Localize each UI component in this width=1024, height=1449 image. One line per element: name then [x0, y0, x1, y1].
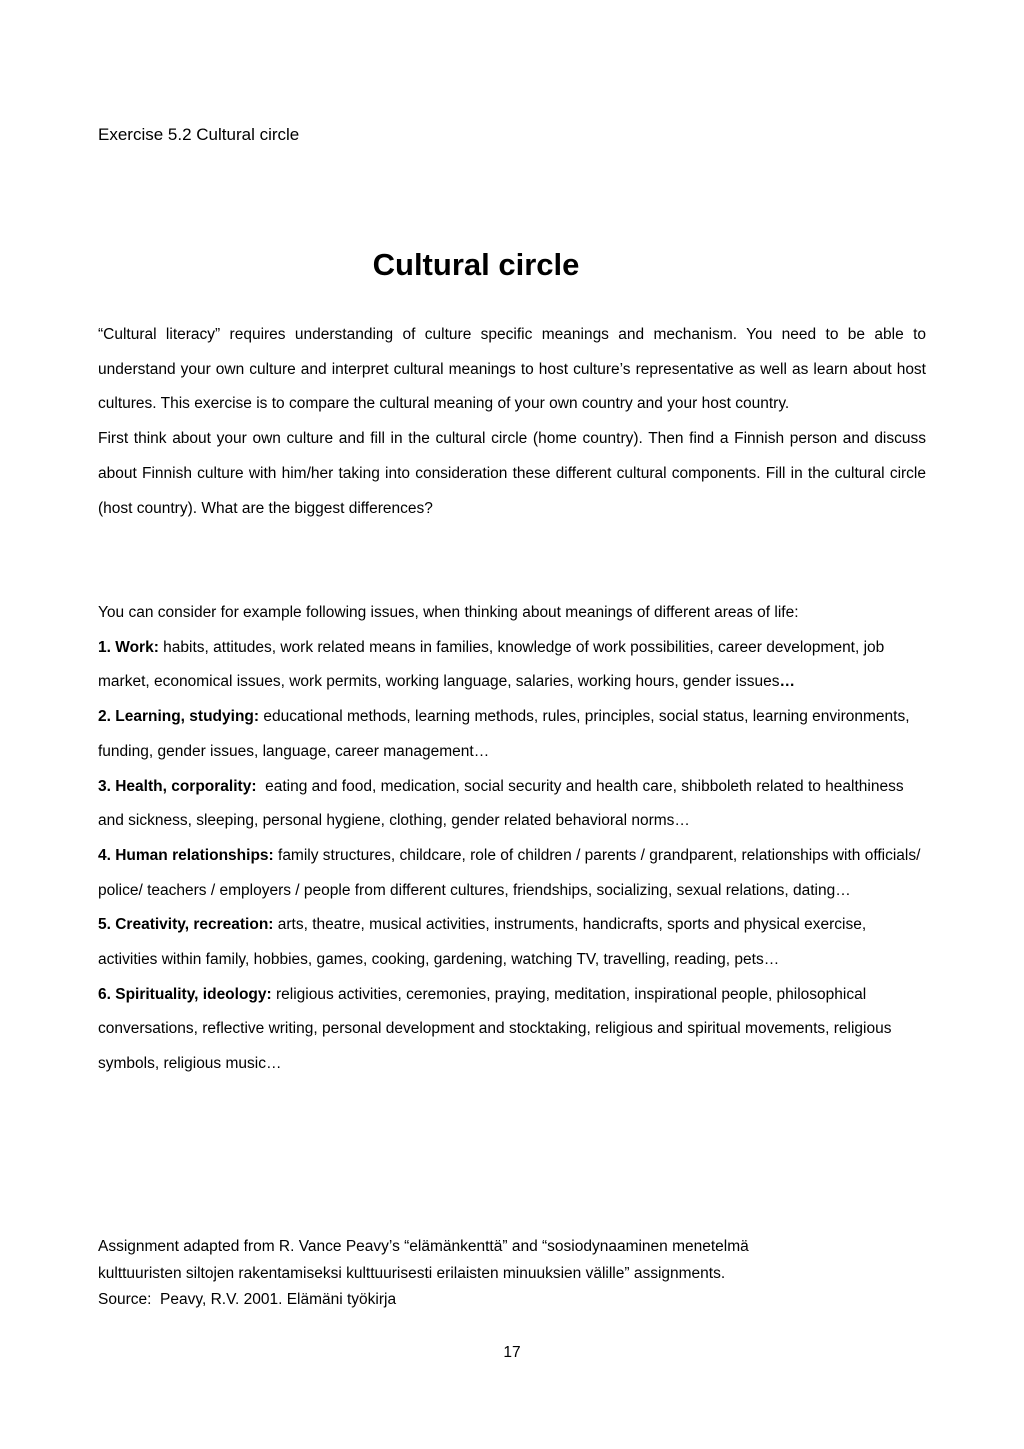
issue-trail: … — [779, 673, 795, 691]
issue-text: family structures, childcare, role of children / parents / grandparent, relationships with officials/ police/ teachers / employers / people from different cultures, friendships, socializing, sexual relations, dating… — [98, 846, 921, 899]
issue-heading: 2. Learning, studying: — [98, 708, 260, 726]
issue-item-spirituality — [98, 978, 926, 1082]
issue-heading: 1. Work: — [98, 638, 159, 656]
issues-intro: You can consider for example following issues, when thinking about meanings of different areas of life: — [98, 604, 799, 621]
source-line: Source: Peavy, R.V. 2001. Elämäni työkirja — [98, 1291, 397, 1308]
attribution-note — [98, 1234, 926, 1314]
issue-heading: 3. Health, corporality: — [98, 777, 257, 795]
issue-text: religious activities, ceremonies, praying, meditation, inspirational people, philosophical conversations, reflective writing, personal development and stocktaking, religious and spiritual movements, religious symbols, religious music… — [98, 985, 892, 1073]
issue-text: educational methods, learning methods, rules, principles, social status, learning environments, funding, gender issues, language, career management… — [98, 708, 910, 760]
attribution-line-1: Assignment adapted from R. Vance Peavy’s “elämänkenttä” and “sosiodynaaminen menetelmä — [98, 1238, 749, 1255]
issue-text: eating and food, medication, social security and health care, shibboleth related to healthiness and sickness, sleeping, personal hygiene, clothing, gender related behavioral norms… — [98, 777, 908, 830]
issues-section — [98, 596, 926, 1082]
page-number: 17 — [503, 1344, 521, 1361]
issue-heading: 6. Spirituality, ideology: — [98, 985, 272, 1003]
exercise-label: Exercise 5.2 Cultural circle — [98, 125, 300, 144]
issue-item-health — [98, 770, 926, 839]
issue-text: habits, attitudes, work related means in families, knowledge of work possibilities, career development, job market, economical issues, work permits, working language, salaries, working hours, gender issues — [98, 638, 885, 691]
attribution-line-2: kulttuuristen siltojen rakentamiseksi kulttuurisesti erilaisten minuuksien välille” assignments. — [98, 1264, 726, 1282]
intro-paragraph-2: First think about your own culture and fill in the cultural circle (home country). Then find a Finnish person and discuss about Finnish culture with him/her taking into consideration these different cultural components. Fill in the cultural circle (host country). What are the biggest differences? — [98, 430, 926, 517]
issue-heading: 5. Creativity, recreation: — [98, 916, 274, 934]
issue-item-work — [98, 631, 926, 700]
intro-section — [98, 318, 926, 526]
issue-text: arts, theatre, musical activities, instruments, handicrafts, sports and physical exercise, activities within family, hobbies, games, cooking, gardening, watching TV, travelling, reading, pets… — [98, 916, 867, 969]
issue-item-learning — [98, 700, 926, 769]
issue-item-creativity — [98, 908, 926, 977]
page-title: Cultural circle — [372, 246, 580, 282]
issue-item-relationships — [98, 839, 926, 908]
issue-heading: 4. Human relationships: — [98, 846, 274, 864]
intro-paragraph-1: “Cultural literacy” requires understanding of culture specific meanings and mechanism. You need to be able to understand your own culture and interpret cultural meanings to host culture’s representative as well as learn about host cultures. This exercise is to compare the cultural meaning of your own country and your host country. — [98, 326, 926, 413]
